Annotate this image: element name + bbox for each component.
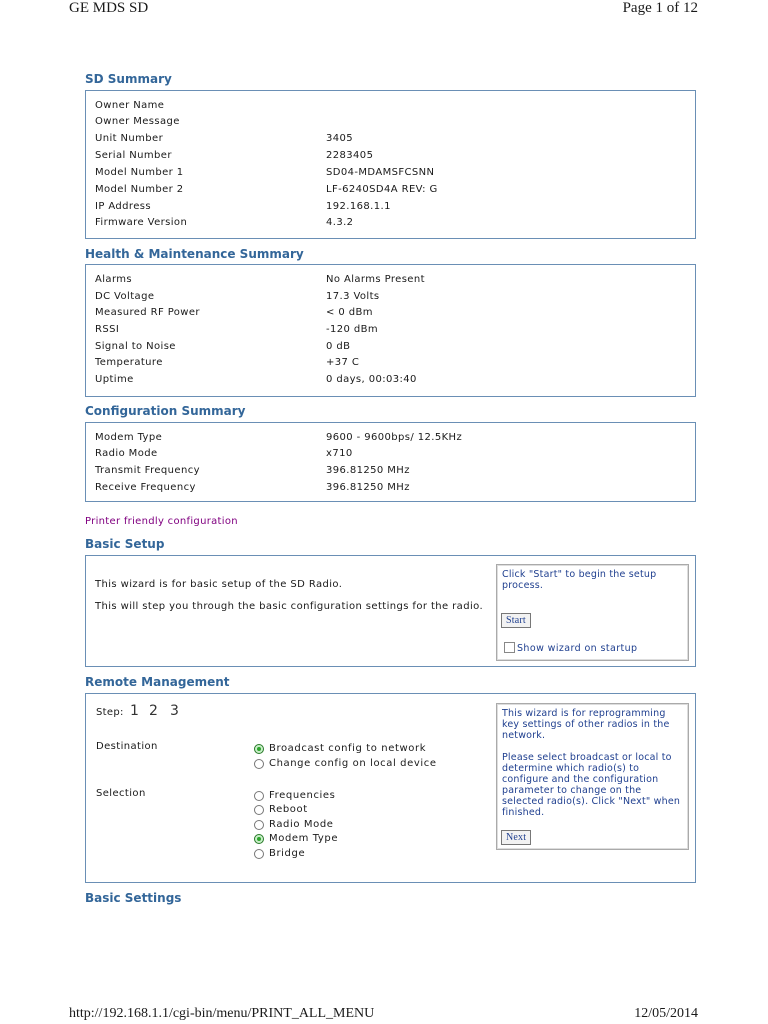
- broadcast-radio[interactable]: [254, 744, 264, 754]
- sd-summary-box: Owner Name Owner Message Unit Number 3405 Serial Number 2283405 Model Number 1 SD04-MDAMSFCSNN Model Number 2 LF-6240SD4A REV: G IP Address 192.168.1.1 Firmware Version 4.3.2: [85, 90, 696, 239]
- sd-summary-title: SD Summary: [85, 72, 172, 86]
- remote-management-box: [85, 693, 696, 883]
- header-page-number: Page 1 of 12: [622, 0, 698, 16]
- step-1[interactable]: 1: [130, 703, 139, 719]
- basic-setup-title: Basic Setup: [85, 537, 165, 551]
- remote-help-text-1: This wizard is for reprogramming key settings of other radios in the network.: [502, 708, 670, 741]
- step-3[interactable]: 3: [170, 703, 179, 719]
- config-summary-title: Configuration Summary: [85, 404, 246, 418]
- basic-setup-intro-line1: This wizard is for basic setup of the SD Radio.: [95, 579, 343, 590]
- selection-label: Selection: [96, 788, 146, 799]
- basic-setup-intro-line2: This will step you through the basic configuration settings for the radio.: [95, 601, 484, 612]
- frequencies-option-label: Frequencies: [269, 790, 336, 801]
- print-header: [0, 0, 768, 20]
- show-wizard-checkbox[interactable]: [504, 642, 515, 653]
- printer-friendly-link[interactable]: Printer friendly configuration: [85, 516, 238, 527]
- reboot-option-label: Reboot: [269, 804, 308, 815]
- next-button[interactable]: Next: [501, 830, 531, 845]
- step-2[interactable]: 2: [149, 703, 158, 719]
- footer-date: 12/05/2014: [634, 1006, 698, 1021]
- health-summary-title: Health & Maintenance Summary: [85, 247, 304, 261]
- radio-mode-option-label: Radio Mode: [269, 819, 334, 830]
- modem-type-option-label: Modem Type: [269, 833, 339, 844]
- header-title: GE MDS SD: [69, 0, 149, 16]
- basic-setup-help-text: Click "Start" to begin the setup process.: [502, 569, 657, 591]
- local-device-option-label: Change config on local device: [269, 758, 437, 769]
- remote-management-title: Remote Management: [85, 675, 230, 689]
- print-footer: [0, 1006, 768, 1024]
- local-device-radio[interactable]: [254, 759, 264, 769]
- frequencies-radio[interactable]: [254, 791, 264, 801]
- start-button[interactable]: Start: [501, 613, 531, 628]
- destination-label: Destination: [96, 741, 158, 752]
- basic-settings-title: Basic Settings: [85, 891, 182, 905]
- show-wizard-label: Show wizard on startup: [517, 643, 638, 654]
- radio-mode-radio[interactable]: [254, 820, 264, 830]
- remote-help-panel: [496, 703, 689, 850]
- broadcast-option-label: Broadcast config to network: [269, 743, 427, 754]
- bridge-option-label: Bridge: [269, 848, 306, 859]
- config-summary-box: Modem Type 9600 - 9600bps/ 12.5KHz Radio Mode x710 Transmit Frequency 396.81250 MHz Receive Frequency 396.81250 MHz: [85, 422, 696, 502]
- footer-url: http://192.168.1.1/cgi-bin/menu/PRINT_ALL_MENU: [69, 1006, 375, 1021]
- basic-setup-box: [85, 555, 696, 667]
- step-label: Step:: [96, 707, 124, 718]
- remote-help-text-2: Please select broadcast or local to determine which radio(s) to configure and the configuration parameter to change on the selected radio(s). Click "Next" when finished.: [502, 752, 681, 818]
- health-summary-box: Alarms No Alarms Present DC Voltage 17.3 Volts Measured RF Power < 0 dBm RSSI -120 dBm Signal to Noise 0 dB Temperature +37 C Uptime 0 days, 00:03:40: [85, 264, 696, 397]
- reboot-radio[interactable]: [254, 805, 264, 815]
- bridge-radio[interactable]: [254, 849, 264, 859]
- modem-type-radio[interactable]: [254, 834, 264, 844]
- basic-setup-help-panel: [496, 564, 689, 661]
